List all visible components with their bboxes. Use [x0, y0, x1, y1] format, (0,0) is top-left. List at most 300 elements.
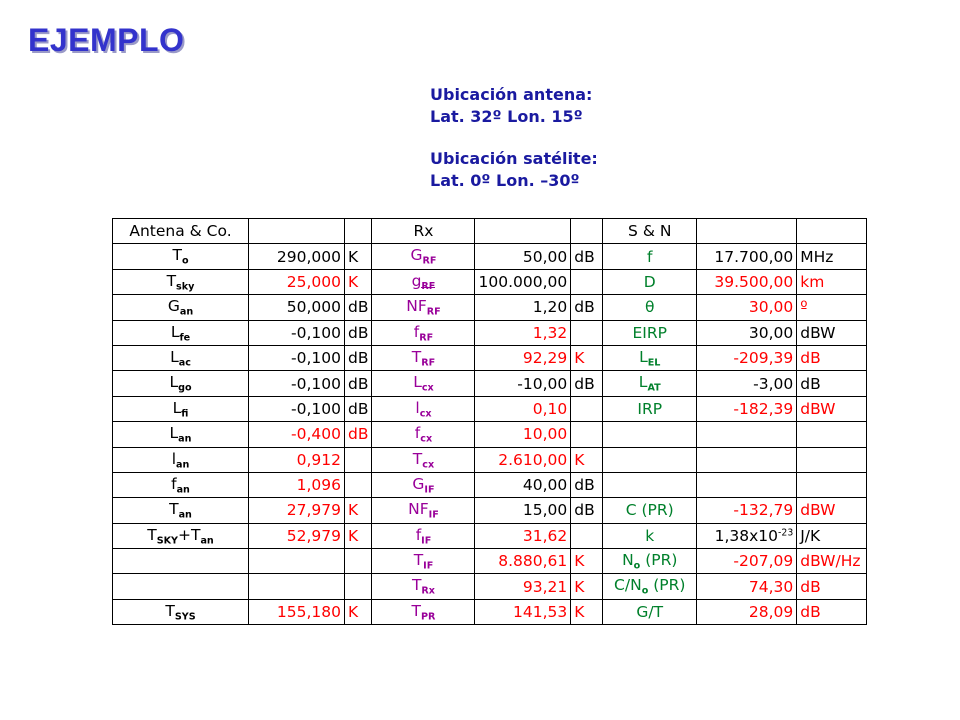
- antena-label: [113, 345, 249, 370]
- antena-unit: [345, 472, 372, 497]
- antena-unit: [345, 269, 372, 294]
- rx-unit: [571, 244, 603, 269]
- rx-value-text: -10,00: [517, 374, 568, 393]
- antena-label: [113, 498, 249, 523]
- antena-subscript: SKY: [156, 535, 178, 547]
- rx-symbol: G: [412, 474, 425, 493]
- rx-unit-text: dB: [574, 374, 595, 393]
- antena-subscript: SYS: [174, 611, 196, 623]
- rx-value: [475, 295, 571, 320]
- antena-unit-text: K: [348, 247, 359, 266]
- antena-unit: [345, 295, 372, 320]
- sn-value-text: 74,30: [748, 577, 794, 596]
- header-empty: [475, 219, 571, 244]
- rx-unit-text: K: [574, 603, 585, 622]
- rx-label: [372, 422, 475, 447]
- rx-unit: [571, 523, 603, 548]
- antena-value: [249, 599, 345, 624]
- rx-symbol: T: [411, 576, 422, 595]
- rx-unit: [571, 574, 603, 599]
- antena-subscript: an: [176, 458, 190, 470]
- sn-unit-text: dB: [800, 603, 821, 622]
- sn-value: [697, 320, 797, 345]
- sn-value-text: 39.500,00: [714, 272, 794, 291]
- antena-unit-text: dB: [348, 425, 369, 444]
- antena-label: [113, 269, 249, 294]
- sn-unit-text: dB: [800, 577, 821, 596]
- sn-symbol: θ: [644, 298, 655, 317]
- rx-value: [475, 599, 571, 624]
- antena-label: [113, 523, 249, 548]
- rx-subscript: PR: [421, 611, 436, 623]
- antena-value-text: 25,000: [286, 272, 341, 291]
- sn-symbol: G/T: [636, 603, 664, 622]
- sn-unit: [797, 244, 867, 269]
- antena-unit: [345, 345, 372, 370]
- sn-label: [603, 345, 697, 370]
- rx-symbol: NF: [406, 297, 427, 316]
- rx-subscript: RF: [422, 255, 437, 267]
- antena-value: [249, 422, 345, 447]
- antena-value: [249, 396, 345, 421]
- sn-unit-text: dB: [800, 374, 821, 393]
- rx-label: [372, 345, 475, 370]
- table-row: [113, 498, 867, 523]
- sn-symbol: k: [645, 526, 655, 545]
- header-empty: [249, 219, 345, 244]
- sn-unit: [797, 371, 867, 396]
- sn-value: [697, 447, 797, 472]
- antena-unit-text: K: [348, 526, 359, 545]
- antena-unit: [345, 422, 372, 447]
- rx-subscript: cx: [420, 433, 433, 445]
- rx-label: [372, 574, 475, 599]
- antena-unit-text: dB: [348, 349, 369, 368]
- sn-symbol: D: [643, 272, 656, 291]
- antena-label: [113, 472, 249, 497]
- sn-value: [697, 498, 797, 523]
- antena-value-text: 52,979: [286, 526, 341, 545]
- table-row: [113, 549, 867, 574]
- sn-unit: [797, 422, 867, 447]
- antenna-location-coords: Lat. 32º Lon. 15º: [430, 107, 583, 126]
- sn-subscript: o: [641, 585, 649, 597]
- rx-unit: [571, 295, 603, 320]
- rx-symbol: G: [410, 246, 423, 265]
- antena-symbol: G: [167, 297, 180, 316]
- rx-unit: [571, 269, 603, 294]
- sn-value: [697, 244, 797, 269]
- rx-subscript: RF: [421, 357, 436, 369]
- sn-value: [697, 345, 797, 370]
- antena-subscript: an: [176, 484, 190, 496]
- rx-subscript: cx: [421, 382, 434, 394]
- table-header-row: [113, 219, 867, 244]
- table-row: [113, 371, 867, 396]
- sn-value-text: 30,00: [748, 298, 794, 317]
- rx-unit: [571, 498, 603, 523]
- rx-value: [475, 244, 571, 269]
- rx-value-text: 1,20: [532, 298, 568, 317]
- table-row: [113, 472, 867, 497]
- antena-value-text: -0,100: [291, 323, 341, 342]
- rx-value: [475, 498, 571, 523]
- rx-label: [372, 295, 475, 320]
- sn-value-text: 1,38x10: [714, 526, 779, 545]
- sn-value-text: -132,79: [733, 501, 794, 520]
- antena-unit: [345, 371, 372, 396]
- antena-symbol: T: [166, 271, 177, 290]
- sn-label: [603, 523, 697, 548]
- table-row: [113, 422, 867, 447]
- rx-symbol: T: [413, 551, 424, 570]
- sn-symbol-suffix: (PR): [648, 576, 686, 595]
- sn-value-text: -182,39: [733, 399, 794, 418]
- antena-subscript: ac: [178, 357, 191, 369]
- antena-subscript: an: [179, 306, 194, 318]
- antena-value-text: 155,180: [276, 603, 341, 622]
- rx-symbol: L: [413, 373, 422, 392]
- sn-unit: [797, 549, 867, 574]
- antena-value: [249, 498, 345, 523]
- rx-subscript: IF: [424, 484, 435, 496]
- sn-symbol: L: [639, 347, 648, 366]
- antena-unit-text: dB: [348, 399, 369, 418]
- rx-value: [475, 320, 571, 345]
- antena-symbol: T: [172, 246, 182, 265]
- antena-unit-text: K: [348, 272, 359, 291]
- sn-label: [603, 269, 697, 294]
- rx-unit: [571, 371, 603, 396]
- antena-symbol: T: [169, 500, 179, 519]
- sn-label: [603, 320, 697, 345]
- rx-subscript: RF: [419, 331, 434, 343]
- rx-value-text: 0,10: [532, 399, 568, 418]
- rx-label: [372, 244, 475, 269]
- sn-label: [603, 498, 697, 523]
- antena-unit: [345, 523, 372, 548]
- sn-symbol-suffix: (PR): [640, 551, 678, 570]
- antena-subscript: fi: [181, 408, 189, 420]
- antena-unit: [345, 498, 372, 523]
- header-empty: [797, 219, 867, 244]
- antena-value-text: 50,000: [286, 298, 341, 317]
- header-rx: Rx: [372, 219, 475, 244]
- sn-value: [697, 371, 797, 396]
- antena-unit: [345, 244, 372, 269]
- sn-unit: [797, 472, 867, 497]
- table-row: [113, 320, 867, 345]
- rx-symbol: l: [415, 398, 420, 417]
- sn-symbol: C/N: [614, 576, 642, 595]
- table-row: [113, 269, 867, 294]
- sn-value: [697, 574, 797, 599]
- antena-label: [113, 422, 249, 447]
- antena-label: [113, 549, 249, 574]
- antena-symbol: L: [170, 347, 179, 366]
- sn-value-text: 28,09: [748, 603, 794, 622]
- header-empty: [697, 219, 797, 244]
- sn-unit-text: dBW: [800, 323, 836, 342]
- rx-unit-text: dB: [574, 501, 595, 520]
- antena-symbol: L: [172, 398, 182, 417]
- antena-unit: [345, 549, 372, 574]
- antena-value: [249, 371, 345, 396]
- rx-value-text: 2.610,00: [498, 450, 568, 469]
- antena-label: [113, 371, 249, 396]
- table-row: [113, 345, 867, 370]
- antena-value-text: 27,979: [286, 501, 341, 520]
- header-sn: S & N: [603, 219, 697, 244]
- link-budget-table: [112, 218, 867, 625]
- rx-value: [475, 472, 571, 497]
- sn-unit-text: º: [800, 298, 808, 317]
- rx-label: [372, 599, 475, 624]
- rx-value: [475, 447, 571, 472]
- sn-value: [697, 523, 797, 548]
- rx-value-text: 31,62: [522, 526, 568, 545]
- antena-value: [249, 447, 345, 472]
- rx-value: [475, 422, 571, 447]
- antena-subscript: go: [178, 382, 192, 394]
- antena-unit: [345, 599, 372, 624]
- rx-symbol: NF: [408, 500, 429, 519]
- sn-symbol: EIRP: [632, 323, 667, 342]
- sn-unit-text: dB: [800, 349, 821, 368]
- rx-subscript: cx: [419, 408, 432, 420]
- sn-subscript: AT: [647, 382, 661, 394]
- header-empty: [345, 219, 372, 244]
- rx-value-text: 50,00: [522, 247, 568, 266]
- rx-subscript: RF: [426, 306, 441, 318]
- antena-unit: [345, 447, 372, 472]
- antena-subscript: sky: [176, 281, 195, 293]
- antena-label: [113, 295, 249, 320]
- rx-value-text: 10,00: [522, 425, 568, 444]
- antena-value-text: -0,100: [291, 374, 341, 393]
- sn-unit: [797, 447, 867, 472]
- antena-symbol: f: [171, 474, 177, 493]
- antena-value: [249, 295, 345, 320]
- table-row: [113, 396, 867, 421]
- antena-value: [249, 244, 345, 269]
- antena-subscript: fe: [179, 331, 191, 343]
- rx-label: [372, 549, 475, 574]
- table-row: [113, 295, 867, 320]
- rx-value-text: 40,00: [522, 476, 568, 495]
- antena-label: [113, 320, 249, 345]
- antena-symbol: L: [170, 322, 180, 341]
- antena-symbol: l: [171, 449, 176, 468]
- antena-value: [249, 320, 345, 345]
- antena-unit: [345, 574, 372, 599]
- antena-label: [113, 574, 249, 599]
- rx-value-text: 8.880,61: [498, 552, 568, 571]
- antena-value-text: 1,096: [296, 476, 341, 495]
- rx-symbol: f: [415, 525, 422, 544]
- rx-subscript: RF: [421, 281, 436, 293]
- location-info: [430, 84, 598, 192]
- rx-value: [475, 574, 571, 599]
- sn-label: [603, 295, 697, 320]
- sn-symbol: f: [647, 247, 653, 266]
- rx-unit: [571, 422, 603, 447]
- antena-label: [113, 396, 249, 421]
- antena-value: [249, 574, 345, 599]
- rx-value-text: 141,53: [512, 603, 568, 622]
- sn-unit-text: dBW: [800, 399, 836, 418]
- antena-label: [113, 244, 249, 269]
- sn-subscript: EL: [647, 357, 661, 369]
- sn-symbol: IRP: [637, 399, 663, 418]
- rx-unit-text: K: [574, 450, 585, 469]
- rx-value-text: 100.000,00: [478, 272, 568, 291]
- rx-unit: [571, 447, 603, 472]
- antena-label: [113, 447, 249, 472]
- rx-value: [475, 345, 571, 370]
- rx-value-text: 15,00: [522, 501, 568, 520]
- antena-subscript-suffix: an: [200, 535, 214, 547]
- sn-label: [603, 599, 697, 624]
- rx-subscript: IF: [428, 509, 439, 521]
- antena-unit-text: dB: [348, 374, 369, 393]
- sn-unit: [797, 523, 867, 548]
- antena-unit: [345, 396, 372, 421]
- sn-unit-text: km: [800, 272, 825, 291]
- rx-unit-text: dB: [574, 476, 595, 495]
- rx-subscript: IF: [423, 560, 434, 572]
- antena-value-text: 0,912: [296, 450, 341, 469]
- sn-unit: [797, 396, 867, 421]
- sn-value: [697, 472, 797, 497]
- sn-value: [697, 549, 797, 574]
- table-row: [113, 244, 867, 269]
- sn-label: [603, 371, 697, 396]
- rx-unit-text: dB: [574, 247, 595, 266]
- rx-label: [372, 396, 475, 421]
- antena-symbol: L: [169, 424, 179, 443]
- antena-value-text: -0,100: [291, 399, 341, 418]
- antena-unit-text: dB: [348, 323, 369, 342]
- antena-value: [249, 472, 345, 497]
- rx-unit: [571, 345, 603, 370]
- rx-subscript: cx: [422, 458, 435, 470]
- antena-symbol-suffix: +T: [177, 525, 201, 544]
- sn-value: [697, 599, 797, 624]
- rx-unit-text: K: [574, 577, 585, 596]
- rx-symbol: T: [411, 601, 421, 620]
- sn-exponent: -23: [778, 527, 794, 539]
- rx-symbol: T: [412, 449, 423, 468]
- sn-unit: [797, 295, 867, 320]
- sn-symbol: C (PR): [625, 501, 674, 520]
- rx-label: [372, 269, 475, 294]
- header-antena: Antena & Co.: [113, 219, 249, 244]
- rx-value: [475, 269, 571, 294]
- antena-subscript: o: [181, 255, 189, 267]
- sn-label: [603, 472, 697, 497]
- sn-symbol: L: [638, 373, 648, 392]
- rx-unit-text: K: [574, 349, 585, 368]
- rx-symbol: T: [411, 347, 422, 366]
- antenna-location-heading: Ubicación antena:: [430, 85, 593, 104]
- rx-unit: [571, 320, 603, 345]
- sn-label: [603, 244, 697, 269]
- sn-unit: [797, 269, 867, 294]
- sn-unit: [797, 599, 867, 624]
- table-row: [113, 523, 867, 548]
- sn-unit: [797, 345, 867, 370]
- rx-label: [372, 371, 475, 396]
- sn-value: [697, 295, 797, 320]
- rx-unit: [571, 549, 603, 574]
- sn-unit: [797, 498, 867, 523]
- sn-unit-text: dBW: [800, 501, 836, 520]
- rx-label: [372, 320, 475, 345]
- slide-title: EJEMPLO: [28, 22, 185, 58]
- sn-label: [603, 422, 697, 447]
- rx-symbol: f: [414, 424, 421, 443]
- sn-value-text: -3,00: [753, 374, 794, 393]
- rx-value-text: 92,29: [522, 349, 568, 368]
- sn-value-text: 17.700,00: [714, 247, 794, 266]
- table-row: [113, 447, 867, 472]
- antena-subscript: an: [178, 509, 192, 521]
- antena-label: [113, 599, 249, 624]
- rx-subscript: Rx: [421, 585, 435, 597]
- table-row: [113, 599, 867, 624]
- header-empty: [571, 219, 603, 244]
- antena-symbol: L: [169, 373, 179, 392]
- rx-value: [475, 396, 571, 421]
- sn-unit: [797, 320, 867, 345]
- antena-value: [249, 523, 345, 548]
- antena-symbol: T: [165, 601, 175, 620]
- sn-value-text: -209,39: [733, 349, 794, 368]
- rx-symbol: g: [411, 271, 422, 290]
- antena-unit: [345, 320, 372, 345]
- antena-unit-text: K: [348, 603, 359, 622]
- sn-value: [697, 422, 797, 447]
- antena-value: [249, 345, 345, 370]
- sn-subscript: o: [633, 560, 641, 572]
- antena-value: [249, 549, 345, 574]
- sn-label: [603, 447, 697, 472]
- rx-label: [372, 447, 475, 472]
- sn-unit-text: J/K: [800, 526, 821, 545]
- rx-unit-text: dB: [574, 298, 595, 317]
- rx-label: [372, 523, 475, 548]
- sn-label: [603, 549, 697, 574]
- sn-value: [697, 269, 797, 294]
- sn-label: [603, 396, 697, 421]
- antena-unit-text: K: [348, 501, 359, 520]
- satellite-location-coords: Lat. 0º Lon. –30º: [430, 171, 580, 190]
- rx-value: [475, 523, 571, 548]
- antena-value-text: -0,100: [291, 349, 341, 368]
- antena-subscript: an: [178, 433, 192, 445]
- sn-unit-text: dBW/Hz: [800, 552, 861, 571]
- satellite-location-heading: Ubicación satélite:: [430, 149, 598, 168]
- rx-value: [475, 549, 571, 574]
- sn-value-text: -207,09: [733, 552, 794, 571]
- rx-unit: [571, 472, 603, 497]
- sn-unit-text: MHz: [800, 247, 834, 266]
- sn-symbol: N: [622, 551, 634, 570]
- table-row: [113, 574, 867, 599]
- sn-value: [697, 396, 797, 421]
- antena-value-text: -0,400: [291, 425, 341, 444]
